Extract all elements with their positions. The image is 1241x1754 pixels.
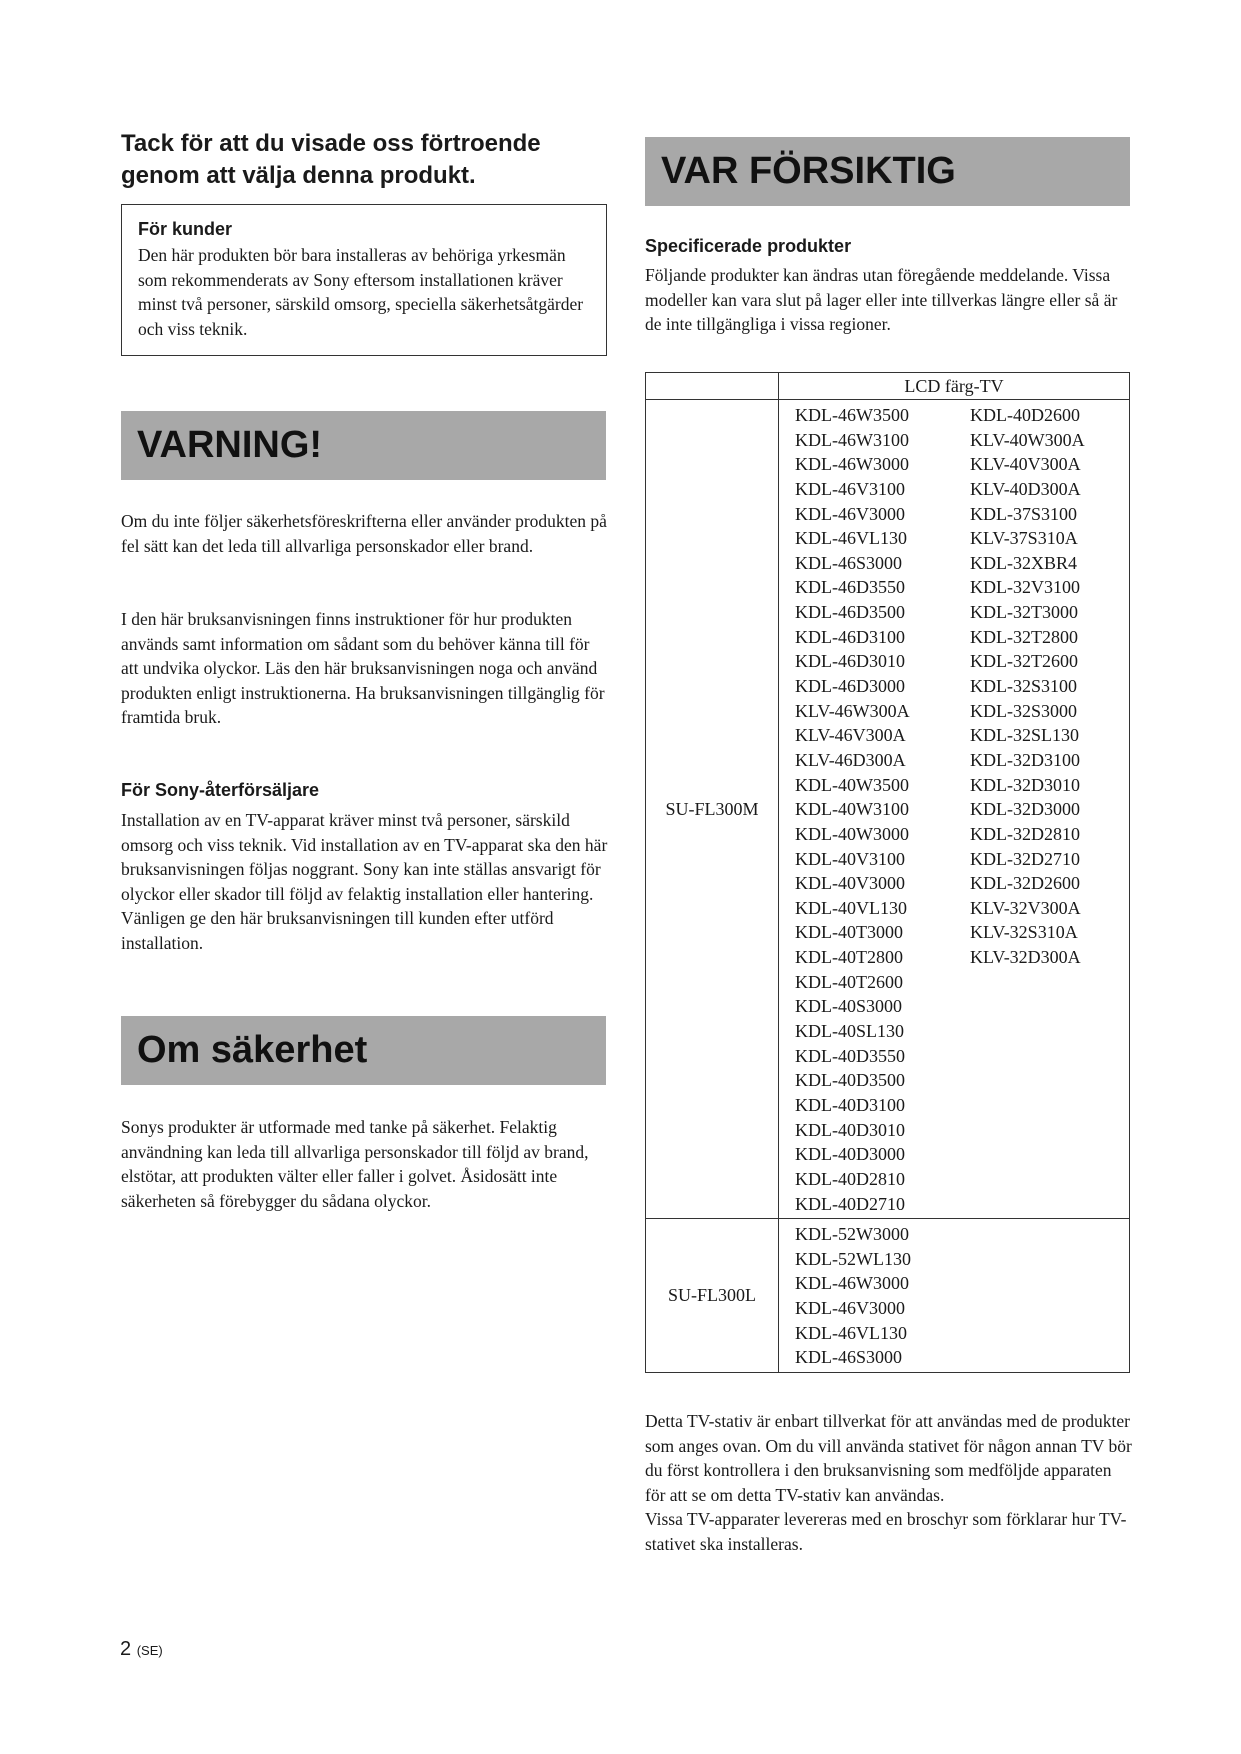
- safety-banner: Om säkerhet: [121, 1016, 606, 1085]
- tv-model-item: KDL-40D3500: [795, 1070, 905, 1091]
- tv-model-item: KDL-46VL130: [795, 1322, 907, 1343]
- customer-box-title: För kunder: [138, 219, 233, 239]
- tv-model-item: KDL-40W3000: [795, 823, 909, 844]
- customer-box-text: Den här produkten bör bara installeras av behöriga yrkesmän som rekommenderats av Sony eftersom installationen kräver minst två personer, särskild omsorg, speciella säkerhetsåtgärder och viss teknik.: [138, 245, 584, 339]
- tv-model-item: KLV-32S310A: [970, 922, 1078, 943]
- tv-model-item: KDL-32T2800: [970, 626, 1078, 647]
- tv-model-item: KDL-32T3000: [970, 602, 1078, 623]
- tv-model-item: KLV-46W300A: [795, 700, 910, 721]
- table-row: [646, 1219, 1130, 1373]
- table-header-blank: [646, 373, 779, 400]
- tv-model-item: KDL-46W3100: [795, 429, 909, 450]
- tv-model-item: KLV-46D300A: [795, 749, 906, 770]
- tv-model-item: KDL-46W3500: [795, 405, 909, 425]
- tv-model-item: KLV-40V300A: [970, 454, 1081, 475]
- tv-model-item: KDL-46S3000: [795, 1347, 902, 1368]
- tv-model-item: KDL-46D3010: [795, 651, 905, 672]
- products-title: Specificerade produkter: [645, 236, 852, 256]
- dealer-paragraph: Installation av en TV-apparat kräver minst två personer, särskild omsorg och viss teknik. Vid installation av en TV-apparat ska den här bruksanvisningen följas noggrant. Sony kan inte ställas ansvarigt för olyckor eller skador till följd av felaktig installation eller hantering. Vänligen ge den här bruksanvisningen till kunden efter utförd installation.: [121, 810, 608, 953]
- warning-banner: VARNING!: [121, 411, 606, 480]
- tv-model-item: KLV-32D300A: [970, 947, 1081, 968]
- tv-model-item: KDL-32S3000: [970, 700, 1077, 721]
- tv-model-item: KDL-32D3000: [970, 799, 1080, 820]
- tv-model-item: KDL-32D2600: [970, 873, 1080, 894]
- tv-model-item: KLV-32V300A: [970, 897, 1081, 918]
- tv-models-cell: [779, 400, 1130, 1219]
- tv-model-item: KDL-46V3100: [795, 478, 905, 499]
- tv-model-item: KDL-46V3000: [795, 1298, 905, 1319]
- tv-model-item: KDL-46S3000: [795, 552, 902, 573]
- tv-model-item: KDL-40T2800: [795, 947, 903, 968]
- page-number: [120, 1638, 163, 1661]
- product-table: [645, 372, 1130, 1373]
- tv-model-item: KDL-32T2600: [970, 651, 1078, 672]
- tv-model-item: KDL-40T2600: [795, 971, 903, 992]
- tv-model-item: KDL-32D2810: [970, 823, 1080, 844]
- tv-model-item: KDL-40S3000: [795, 996, 902, 1017]
- tv-model-item: KDL-32V3100: [970, 577, 1080, 598]
- model-list-col1: [779, 1222, 954, 1370]
- tv-model-item: KDL-40D2710: [795, 1193, 905, 1214]
- tv-model-item: KDL-46V3000: [795, 503, 905, 524]
- stand-model-cell: SU-FL300M: [646, 400, 779, 1219]
- tv-model-item: KLV-40D300A: [970, 478, 1081, 499]
- tv-model-item: KDL-32D2710: [970, 848, 1080, 869]
- tv-model-item: KDL-40D3000: [795, 1144, 905, 1165]
- tv-model-item: KDL-46D3100: [795, 626, 905, 647]
- compatibility-note-text: Detta TV-stativ är enbart tillverkat för att användas med de produkter som anges ovan. Om du vill använda stativet för någon annan TV bör du först kontrollera i den bruksanvisning som medföljde apparaten för att se om detta TV-stativ kan användas.: [645, 1411, 1132, 1505]
- tv-model-item: KDL-52W3000: [795, 1224, 909, 1245]
- stand-model-cell: SU-FL300L: [646, 1219, 779, 1373]
- tv-model-item: KDL-46VL130: [795, 528, 907, 549]
- tv-model-item: KDL-40V3100: [795, 848, 905, 869]
- tv-model-item: KDL-46D3500: [795, 602, 905, 623]
- tv-model-item: KDL-40D2810: [795, 1168, 905, 1189]
- page-number-suffix: (SE): [136, 1643, 163, 1658]
- tv-model-item: KDL-40VL130: [795, 897, 907, 918]
- page-number-value: 2: [120, 1638, 132, 1660]
- intro-heading: Tack för att du visade oss förtroende genom att välja denna produkt.: [121, 130, 541, 189]
- safety-paragraph: Sonys produkter är utformade med tanke på säkerhet. Felaktig användning kan leda till allvarliga personskador till följd av brand, elstötar, att produkten välter eller faller i golvet. Åsidosätt inte säkerheten så förebygger du sådana olyckor.: [121, 1117, 589, 1211]
- compatibility-note: [645, 1409, 1135, 1556]
- tv-model-item: KDL-32D3100: [970, 749, 1080, 770]
- tv-model-item: KLV-37S310A: [970, 528, 1078, 549]
- tv-model-item: KDL-37S3100: [970, 503, 1077, 524]
- model-list-col2: [954, 1222, 1129, 1370]
- tv-model-item: KDL-40V3000: [795, 873, 905, 894]
- tv-model-item: KLV-40W300A: [970, 429, 1085, 450]
- table-row: [646, 400, 1130, 1219]
- tv-model-item: KDL-32S3100: [970, 676, 1077, 697]
- table-header-row: [646, 373, 1130, 400]
- tv-model-item: KDL-46W3000: [795, 454, 909, 475]
- tv-model-item: KDL-46D3550: [795, 577, 905, 598]
- tv-model-item: KDL-52WL130: [795, 1248, 911, 1269]
- tv-model-item: KDL-40D3010: [795, 1119, 905, 1140]
- model-list-col2: [954, 403, 1129, 1216]
- customer-notice-box: [121, 204, 607, 356]
- table-header-lcd: LCD färg-TV: [779, 373, 1130, 400]
- warning-paragraph-1: Om du inte följer säkerhetsföreskrifterna eller använder produkten på fel sätt kan det leda till allvarliga personskador eller brand.: [121, 511, 607, 556]
- tv-model-item: KDL-32D3010: [970, 774, 1080, 795]
- tv-model-item: KDL-40D3550: [795, 1045, 905, 1066]
- tv-model-item: KDL-46D3000: [795, 676, 905, 697]
- tv-model-item: KDL-40T3000: [795, 922, 903, 943]
- tv-model-item: KDL-40W3100: [795, 799, 909, 820]
- tv-model-item: KDL-32XBR4: [970, 552, 1077, 573]
- dealer-title: För Sony-återförsäljare: [121, 780, 320, 800]
- tv-model-item: KDL-32SL130: [970, 725, 1079, 746]
- tv-model-item: KDL-40D3100: [795, 1094, 905, 1115]
- tv-model-item: KDL-40SL130: [795, 1021, 904, 1042]
- products-paragraph: Följande produkter kan ändras utan föregående meddelande. Vissa modeller kan vara slut på lager eller inte tillverkas längre eller så är de inte tillgängliga i vissa regioner.: [645, 265, 1118, 334]
- tv-model-item: KLV-46V300A: [795, 725, 906, 746]
- tv-models-cell: [779, 1219, 1130, 1373]
- compatibility-note-text-2: Vissa TV-apparater levereras med en broschyr som förklarar hur TV-stativet ska installeras.: [645, 1509, 1127, 1554]
- model-list-col1: [779, 403, 954, 1216]
- tv-model-item: KDL-40W3500: [795, 774, 909, 795]
- caution-banner: VAR FÖRSIKTIG: [645, 137, 1130, 206]
- tv-model-item: KDL-40D2600: [970, 405, 1080, 425]
- warning-paragraph-2: I den här bruksanvisningen finns instruktioner för hur produkten används samt information om sådant som du behöver känna till för att undvika olyckor. Läs den här bruksanvisningen noga och använd produkten enligt instruktionerna. Ha bruksanvisningen tillgänglig för framtida bruk.: [121, 609, 605, 727]
- tv-model-item: KDL-46W3000: [795, 1273, 909, 1294]
